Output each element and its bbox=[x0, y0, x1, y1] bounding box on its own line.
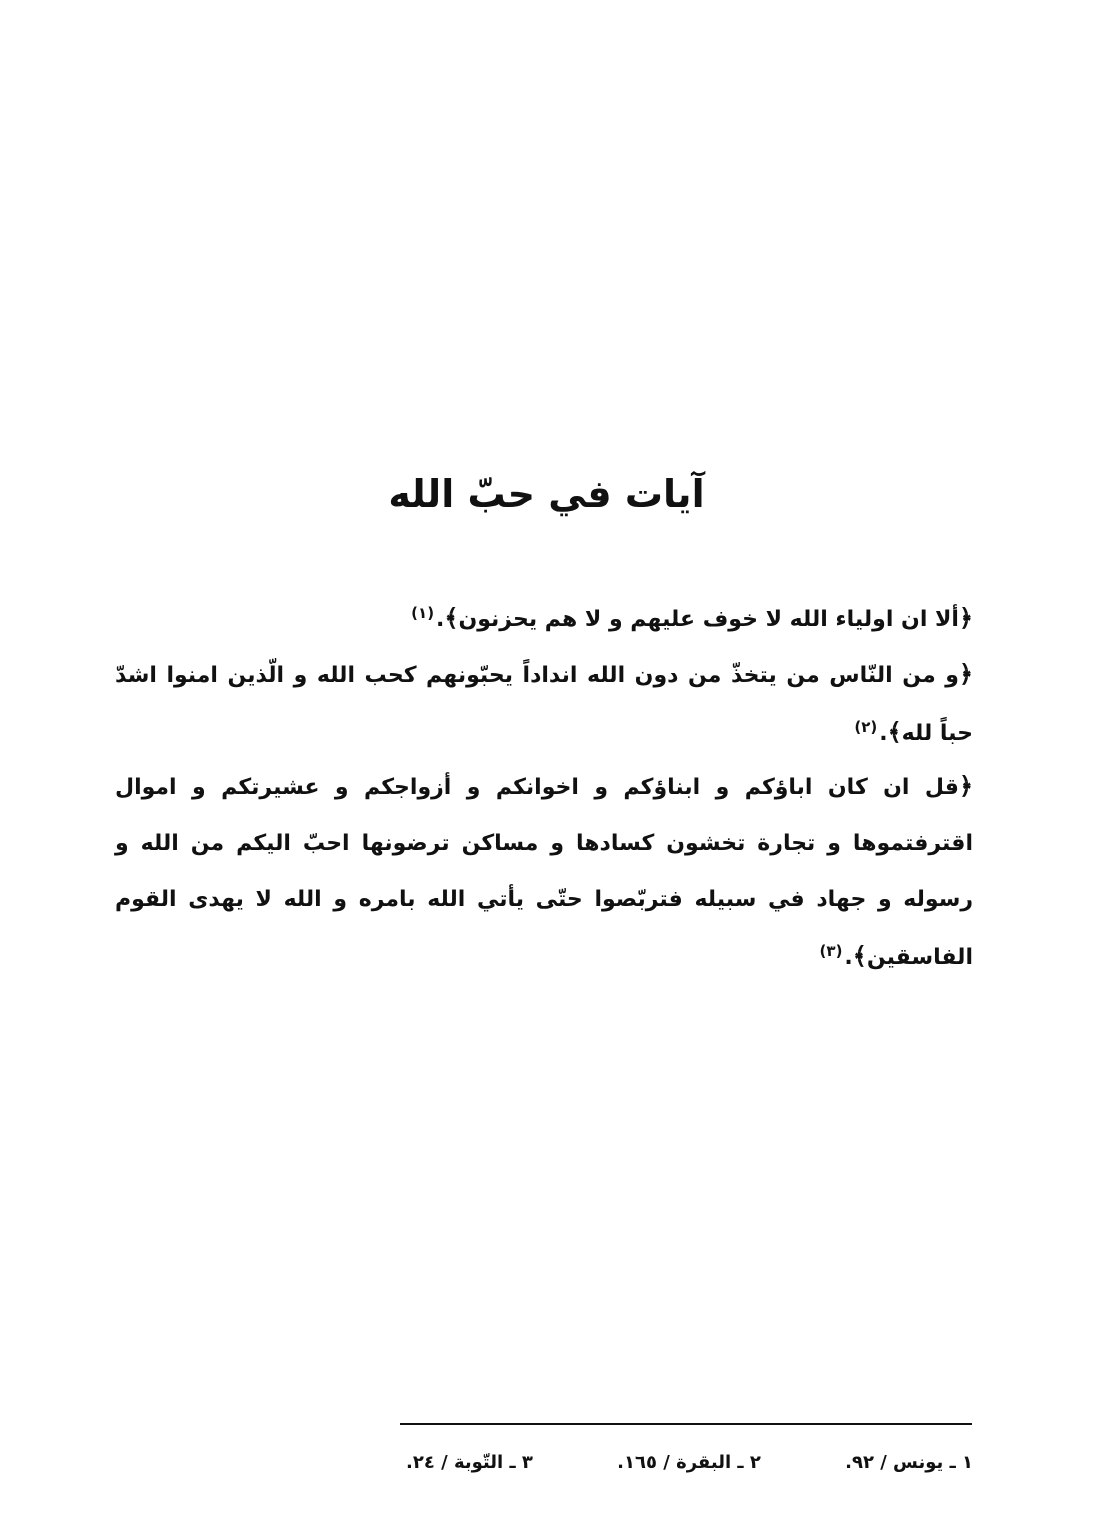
footnote-1: ١ ـ يونس / ٩٢. bbox=[845, 1452, 973, 1473]
footnote-2: ٢ ـ البقرة / ١٦٥. bbox=[617, 1452, 761, 1473]
verse-2-text: و من النّاس من يتخذّ من دون الله انداداً يحبّونهم كحب الله و الّذين امنوا اشدّ حباً لله bbox=[115, 663, 973, 746]
verse-2-close-bracket: ﴾ bbox=[887, 718, 902, 746]
footnote-3: ٣ ـ التّوبة / ٢٤. bbox=[406, 1452, 533, 1473]
verse-3-open-bracket: ﴿ bbox=[958, 772, 973, 800]
verse-2 bbox=[115, 646, 973, 762]
footnotes bbox=[328, 1452, 973, 1473]
verse-3-footnote-ref: (٣) bbox=[819, 941, 843, 960]
verse-1-open-bracket: ﴿ bbox=[958, 604, 973, 632]
verse-1-footnote-ref: (١) bbox=[411, 603, 435, 622]
footnote-divider bbox=[400, 1423, 972, 1425]
verse-3-text: قل ان كان اباؤكم و ابناؤكم و اخوانكم و أزواجكم و عشيرتكم و اموال اقترفتموها و تجارة تخشون كسادها و مساكن ترضونها احبّ اليكم من الله و رسوله و جهاد في سبيله فتربّصوا حتّى يأتي الله بامره و الله لا يهدى القوم الفاسقين bbox=[115, 775, 973, 970]
verse-2-footnote-ref: (٢) bbox=[854, 717, 878, 736]
verse-2-end: . bbox=[879, 721, 888, 746]
verse-1-text: ألا ان اولياء الله لا خوف عليهم و لا هم يحزنون bbox=[458, 607, 959, 632]
verse-3 bbox=[115, 758, 973, 986]
page-title: آيات في حبّ الله bbox=[388, 472, 705, 516]
verse-1-end: . bbox=[436, 607, 445, 632]
verse-1 bbox=[115, 590, 973, 648]
verse-3-end: . bbox=[844, 945, 853, 970]
verse-3-close-bracket: ﴾ bbox=[852, 942, 867, 970]
verse-1-close-bracket: ﴾ bbox=[444, 604, 459, 632]
verse-2-open-bracket: ﴿ bbox=[958, 660, 973, 688]
